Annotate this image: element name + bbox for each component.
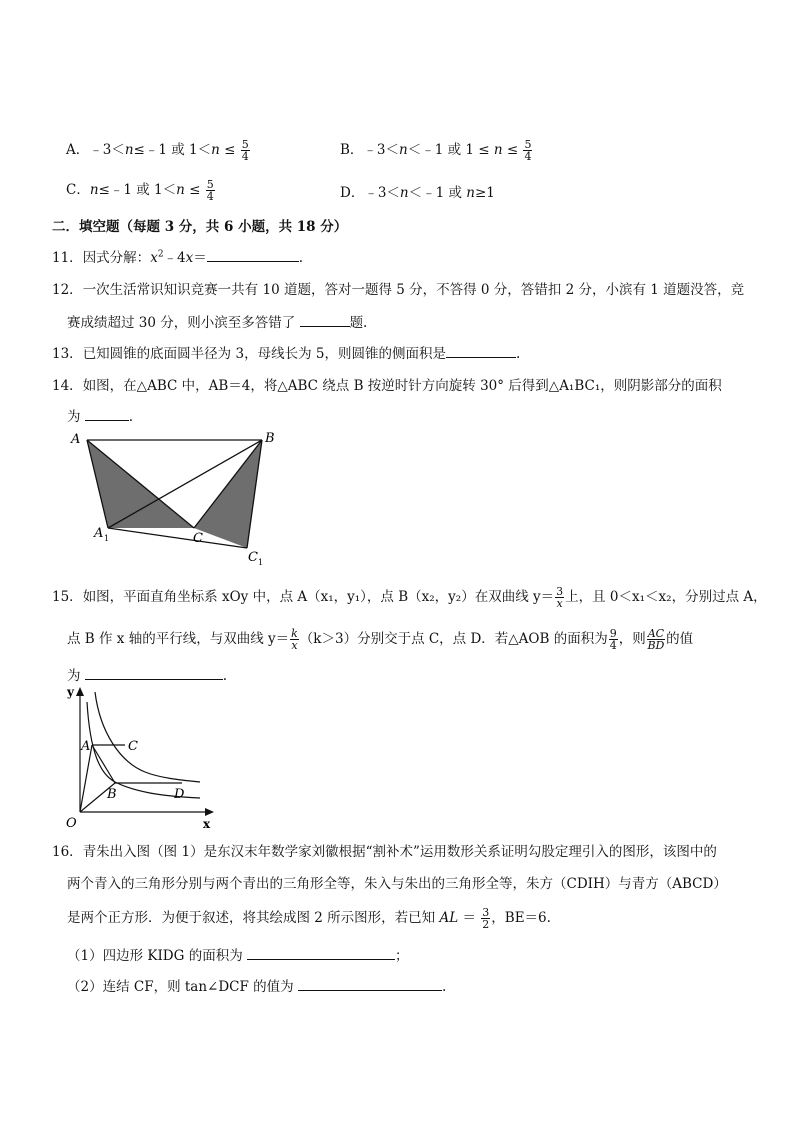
segment-oa xyxy=(80,745,92,812)
question-12 xyxy=(52,278,744,298)
fraction-num: 5 xyxy=(241,138,249,151)
question-16 xyxy=(52,840,717,860)
fraction-num: 3 xyxy=(556,585,564,598)
option-d[interactable] xyxy=(340,181,495,201)
answer-blank[interactable] xyxy=(446,345,516,358)
fraction xyxy=(290,628,299,651)
question-text: （2）连结 CF，则 tan∠DCF 的值为 xyxy=(67,979,298,995)
question-11 xyxy=(52,246,303,266)
option-text: ≤ xyxy=(219,142,240,158)
q15-figure xyxy=(60,682,220,832)
answer-blank[interactable] xyxy=(85,408,129,421)
question-15 xyxy=(52,585,767,609)
fraction-num: 5 xyxy=(206,178,214,191)
question-text: 因式分解： xyxy=(82,250,151,266)
question-16-line3 xyxy=(67,906,551,930)
answer-blank[interactable] xyxy=(247,947,395,960)
option-text: ≥1 xyxy=(475,185,495,201)
label-c1-sub: 1 xyxy=(258,558,264,567)
fraction-den: 2 xyxy=(482,918,490,931)
label-a1: A xyxy=(94,526,104,541)
question-text: 题. xyxy=(349,315,368,331)
question-text: ； xyxy=(395,948,409,964)
var-n: n xyxy=(211,142,220,158)
answer-blank[interactable] xyxy=(207,249,299,262)
option-label: A． xyxy=(66,142,90,158)
question-text: 上，且 0＜x₁＜x₂，分别过点 A， xyxy=(565,589,767,605)
label-x: x xyxy=(203,817,211,831)
fraction xyxy=(523,139,532,162)
label-y: y xyxy=(67,685,74,699)
answer-blank[interactable] xyxy=(85,667,223,680)
option-text: ≤ xyxy=(184,182,205,198)
question-number: 15． xyxy=(52,589,83,605)
option-label: D． xyxy=(340,185,365,201)
question-text: 为 xyxy=(67,409,85,425)
option-label: B． xyxy=(340,142,364,158)
var-n: n xyxy=(124,142,134,158)
var-x: x xyxy=(185,250,194,266)
question-text: . xyxy=(441,979,447,995)
question-16-sub2 xyxy=(67,975,446,995)
fraction xyxy=(647,628,665,651)
question-text: 如图，平面直角坐标系 xOy 中，点 A（x₁，y₁），点 B（x₂，y₂）在双曲线 y＝ xyxy=(82,589,555,605)
question-text: 青朱出入图（图 1）是东汉末年数学家刘徽根据“割补术”运用数形关系证明勾股定理引入的图形，该图中的 xyxy=(82,844,717,860)
question-text: ﹣4 xyxy=(163,250,186,266)
question-15-line2 xyxy=(67,627,693,651)
question-text: 点 B 作 x 轴的平行线，与双曲线 y＝ xyxy=(67,631,290,647)
fraction xyxy=(481,907,490,930)
question-text: . xyxy=(515,346,521,362)
question-text: （k＞3）分别交于点 C，点 D．若△AOB 的面积为 xyxy=(299,631,608,647)
fraction-num: 5 xyxy=(524,138,532,151)
question-text: ，BE＝6. xyxy=(491,910,551,926)
label-a: A xyxy=(81,739,91,754)
question-text: ＝ xyxy=(458,910,481,926)
question-text: 赛成绩超过 30 分，则小滨至多答错了 xyxy=(67,315,300,331)
fraction-den: 4 xyxy=(609,639,617,652)
question-16-line2 xyxy=(67,872,727,892)
option-text: ﹣3＜ xyxy=(89,142,125,158)
label-c: C xyxy=(128,739,138,754)
fraction-num: k xyxy=(291,627,298,640)
question-text: . xyxy=(128,409,134,425)
question-text: 如图，在△ABC 中，AB＝4，将△ABC 绕点 B 按逆时针方向旋转 30° 后得到△A₁BC₁，则阴影部分的面积 xyxy=(82,378,722,394)
var-n: n xyxy=(493,142,503,158)
option-text: ＜﹣1 或 1 ≤ xyxy=(407,142,494,158)
label-c1: C xyxy=(248,550,258,565)
q14-figure xyxy=(60,425,290,570)
question-text: （1）四边形 KIDG 的面积为 xyxy=(67,948,247,964)
question-text: . xyxy=(222,668,228,684)
fraction-num: AC xyxy=(647,627,665,640)
var-x: x xyxy=(150,250,158,266)
question-14-line2 xyxy=(67,405,133,425)
question-14 xyxy=(52,374,722,394)
label-a: A xyxy=(71,432,81,447)
question-text: 两个青入的三角形分别与两个青出的三角形全等，朱入与朱出的三角形全等，朱方（CDIH）与青方（ABCD） xyxy=(67,876,727,892)
curve-y-k-over-x xyxy=(95,692,200,782)
fraction-num: 3 xyxy=(482,906,490,919)
option-text: ＜﹣1 或 xyxy=(408,185,467,201)
question-number: 14． xyxy=(52,378,83,394)
label-d: D xyxy=(174,787,185,802)
question-15-line3 xyxy=(67,664,227,684)
question-12-line2 xyxy=(67,311,367,331)
shaded-region-right xyxy=(194,440,262,548)
option-b[interactable] xyxy=(340,138,533,162)
question-number: 13． xyxy=(52,346,83,362)
question-text: ＝ xyxy=(193,250,207,266)
option-text: ≤﹣1 或 1＜ xyxy=(98,182,177,198)
var-n: n xyxy=(89,182,99,198)
var-n: n xyxy=(399,142,408,158)
question-16-sub1 xyxy=(67,944,409,964)
fraction-den: 4 xyxy=(524,150,532,163)
fraction-num: 9 xyxy=(609,627,617,640)
question-text: 已知圆锥的底面圆半径为 3，母线长为 5，则圆锥的侧面积是 xyxy=(82,346,446,362)
fraction-den: BD xyxy=(647,639,665,652)
label-b: B xyxy=(107,787,117,802)
x-axis-arrow xyxy=(205,808,214,816)
answer-blank[interactable] xyxy=(298,978,442,991)
var-n: n xyxy=(466,185,475,201)
label-a1-sub: 1 xyxy=(104,534,110,543)
option-a[interactable] xyxy=(66,138,251,162)
fraction xyxy=(555,586,564,609)
option-text: ﹣3＜ xyxy=(364,185,400,201)
label-b: B xyxy=(265,431,275,446)
option-text: ≤﹣1 或 1＜ xyxy=(133,142,212,158)
segment-ab xyxy=(92,745,115,783)
var-al: AL xyxy=(439,910,459,926)
y-axis-arrow xyxy=(76,687,84,696)
option-text: ≤ xyxy=(502,142,523,158)
fraction-den: 4 xyxy=(206,190,214,203)
fraction-den: x xyxy=(291,639,298,652)
question-text: 一次生活常识知识竞赛一共有 10 道题，答对一题得 5 分，不答得 0 分，答错扣 2 分，小滨有 1 道题没答，竞 xyxy=(82,282,745,298)
exponent: 2 xyxy=(157,249,164,260)
label-c: C xyxy=(193,531,203,546)
question-text: 为 xyxy=(67,668,85,684)
fraction-den: x xyxy=(556,597,563,610)
question-number: 12． xyxy=(52,282,83,298)
question-text: 是两个正方形．为便于叙述，将其绘成图 2 所示图形，若已知 xyxy=(67,910,440,926)
option-text: ﹣3＜ xyxy=(363,142,400,158)
fraction-den: 4 xyxy=(241,150,249,163)
option-c[interactable] xyxy=(66,178,216,202)
question-number: 11． xyxy=(52,250,83,266)
answer-blank[interactable] xyxy=(300,314,350,327)
question-13 xyxy=(52,342,520,362)
fraction xyxy=(206,179,215,202)
var-n: n xyxy=(399,185,409,201)
question-text: ，则 xyxy=(618,631,646,647)
question-number: 16． xyxy=(52,844,83,860)
option-label: C． xyxy=(66,182,90,198)
question-text: 的值 xyxy=(666,631,694,647)
fraction xyxy=(241,139,250,162)
var-n: n xyxy=(176,182,185,198)
section-title: 二．填空题（每题 3 分，共 6 小题，共 18 分） xyxy=(52,219,348,235)
question-text: . xyxy=(298,250,304,266)
label-o: O xyxy=(66,816,77,831)
fraction xyxy=(609,628,618,651)
